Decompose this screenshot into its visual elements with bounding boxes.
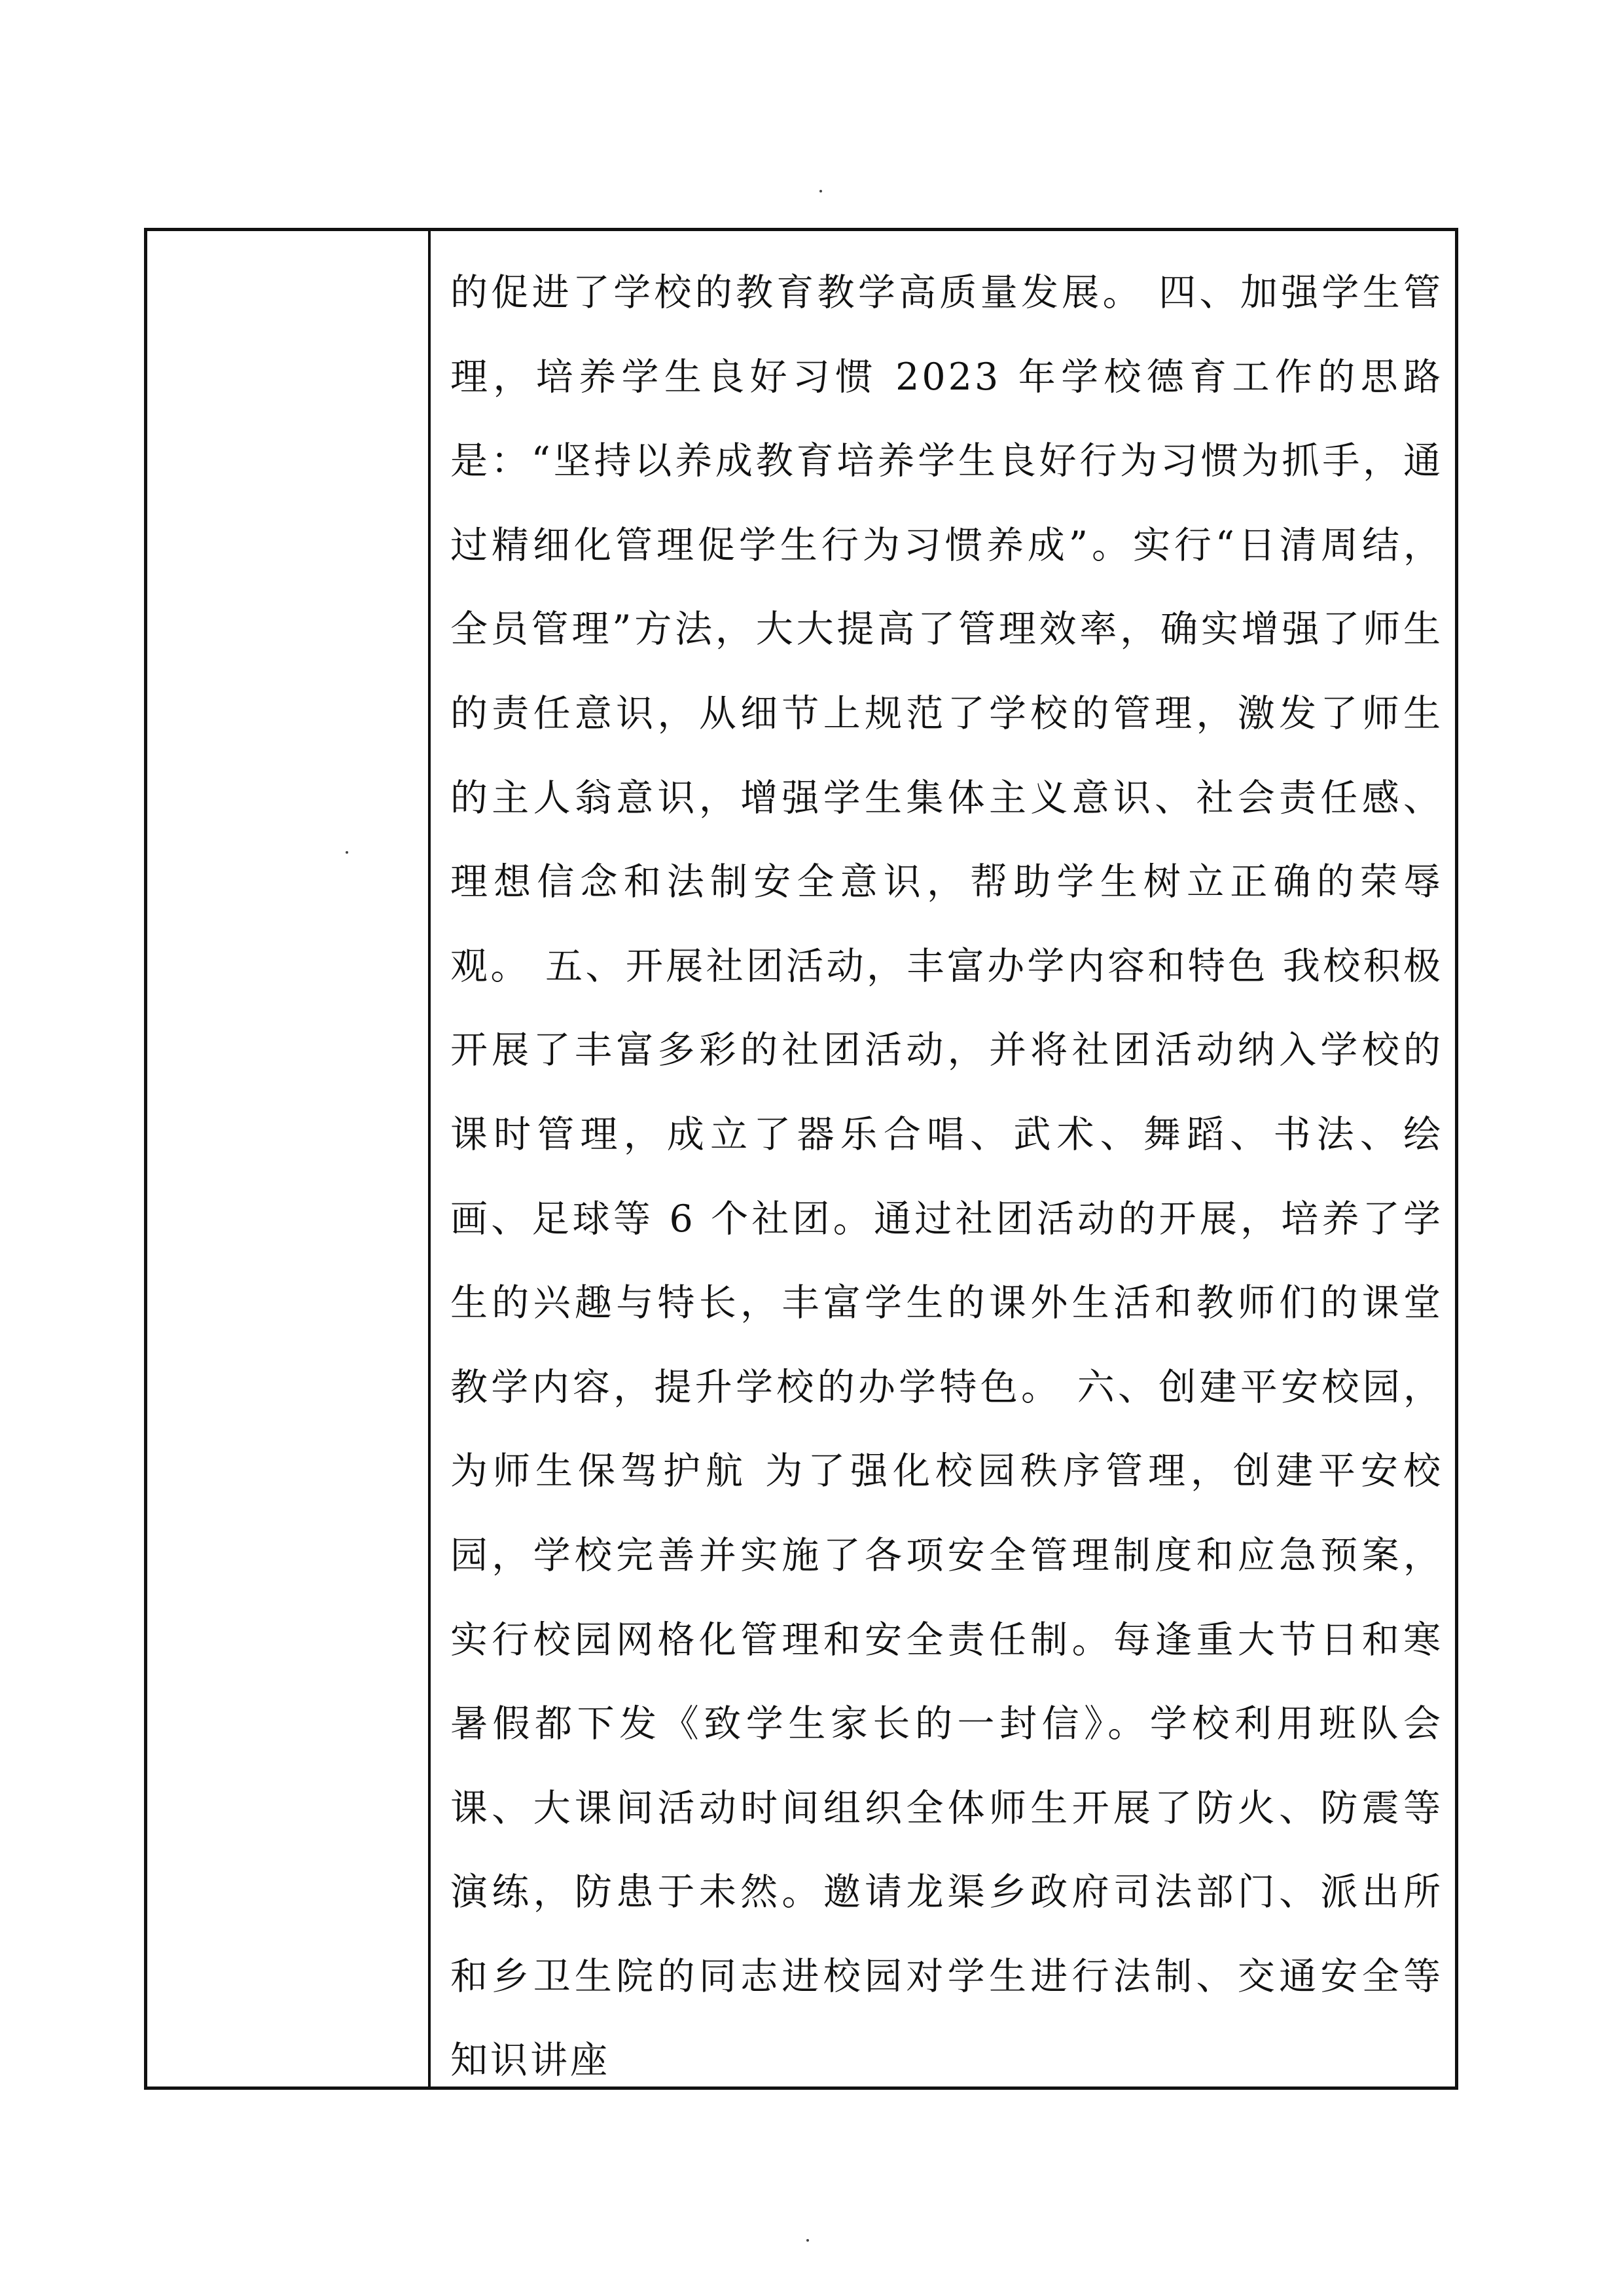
content-cell	[431, 231, 1455, 2086]
scan-speck	[806, 2239, 809, 2242]
scan-speck	[819, 190, 822, 192]
label-cell	[147, 231, 431, 2086]
body-paragraph: 的促进了学校的教育教学高质量发展。 四、加强学生管理，培养学生良好习惯 2023 年学校德育工作的思路是：“坚持以养成教育培养学生良好行为习惯为抓手，通过精细化管理促学生行为习惯养成”。实行“日清周结，全员管理”方法，大大提高了管理效率，确实增强了师生的责任意识，从细节上规范了学校的管理，激发了师生的主人翁意识，增强学生集体主义意识、社会责任感、理想信念和法制安全意识，帮助学生树立正确的荣辱观。 五、开展社团活动，丰富办学内容和特色 我校积极开展了丰富多彩的社团活动，并将社团活动纳入学校的课时管理，成立了器乐合唱、武术、舞蹈、书法、绘画、足球等 6 个社团。通过社团活动的开展，培养了学生的兴趣与特长，丰富学生的课外生活和教师们的课堂教学内容，提升学校的办学特色。 六、创建平安校园，为师生保驾护航 为了强化校园秩序管理，创建平安校园，学校完善并实施了各项安全管理制度和应急预案，实行校园网格化管理和安全责任制。每逢重大节日和寒暑假都下发《致学生家长的一封信》。学校利用班队会课、大课间活动时间组织全体师生开展了防火、防震等演练，防患于未然。邀请龙渠乡政府司法部门、派出所和乡卫生院的同志进校园对学生进行法制、交通安全等知识讲座	[450, 271, 1443, 2083]
form-table	[144, 228, 1458, 2090]
